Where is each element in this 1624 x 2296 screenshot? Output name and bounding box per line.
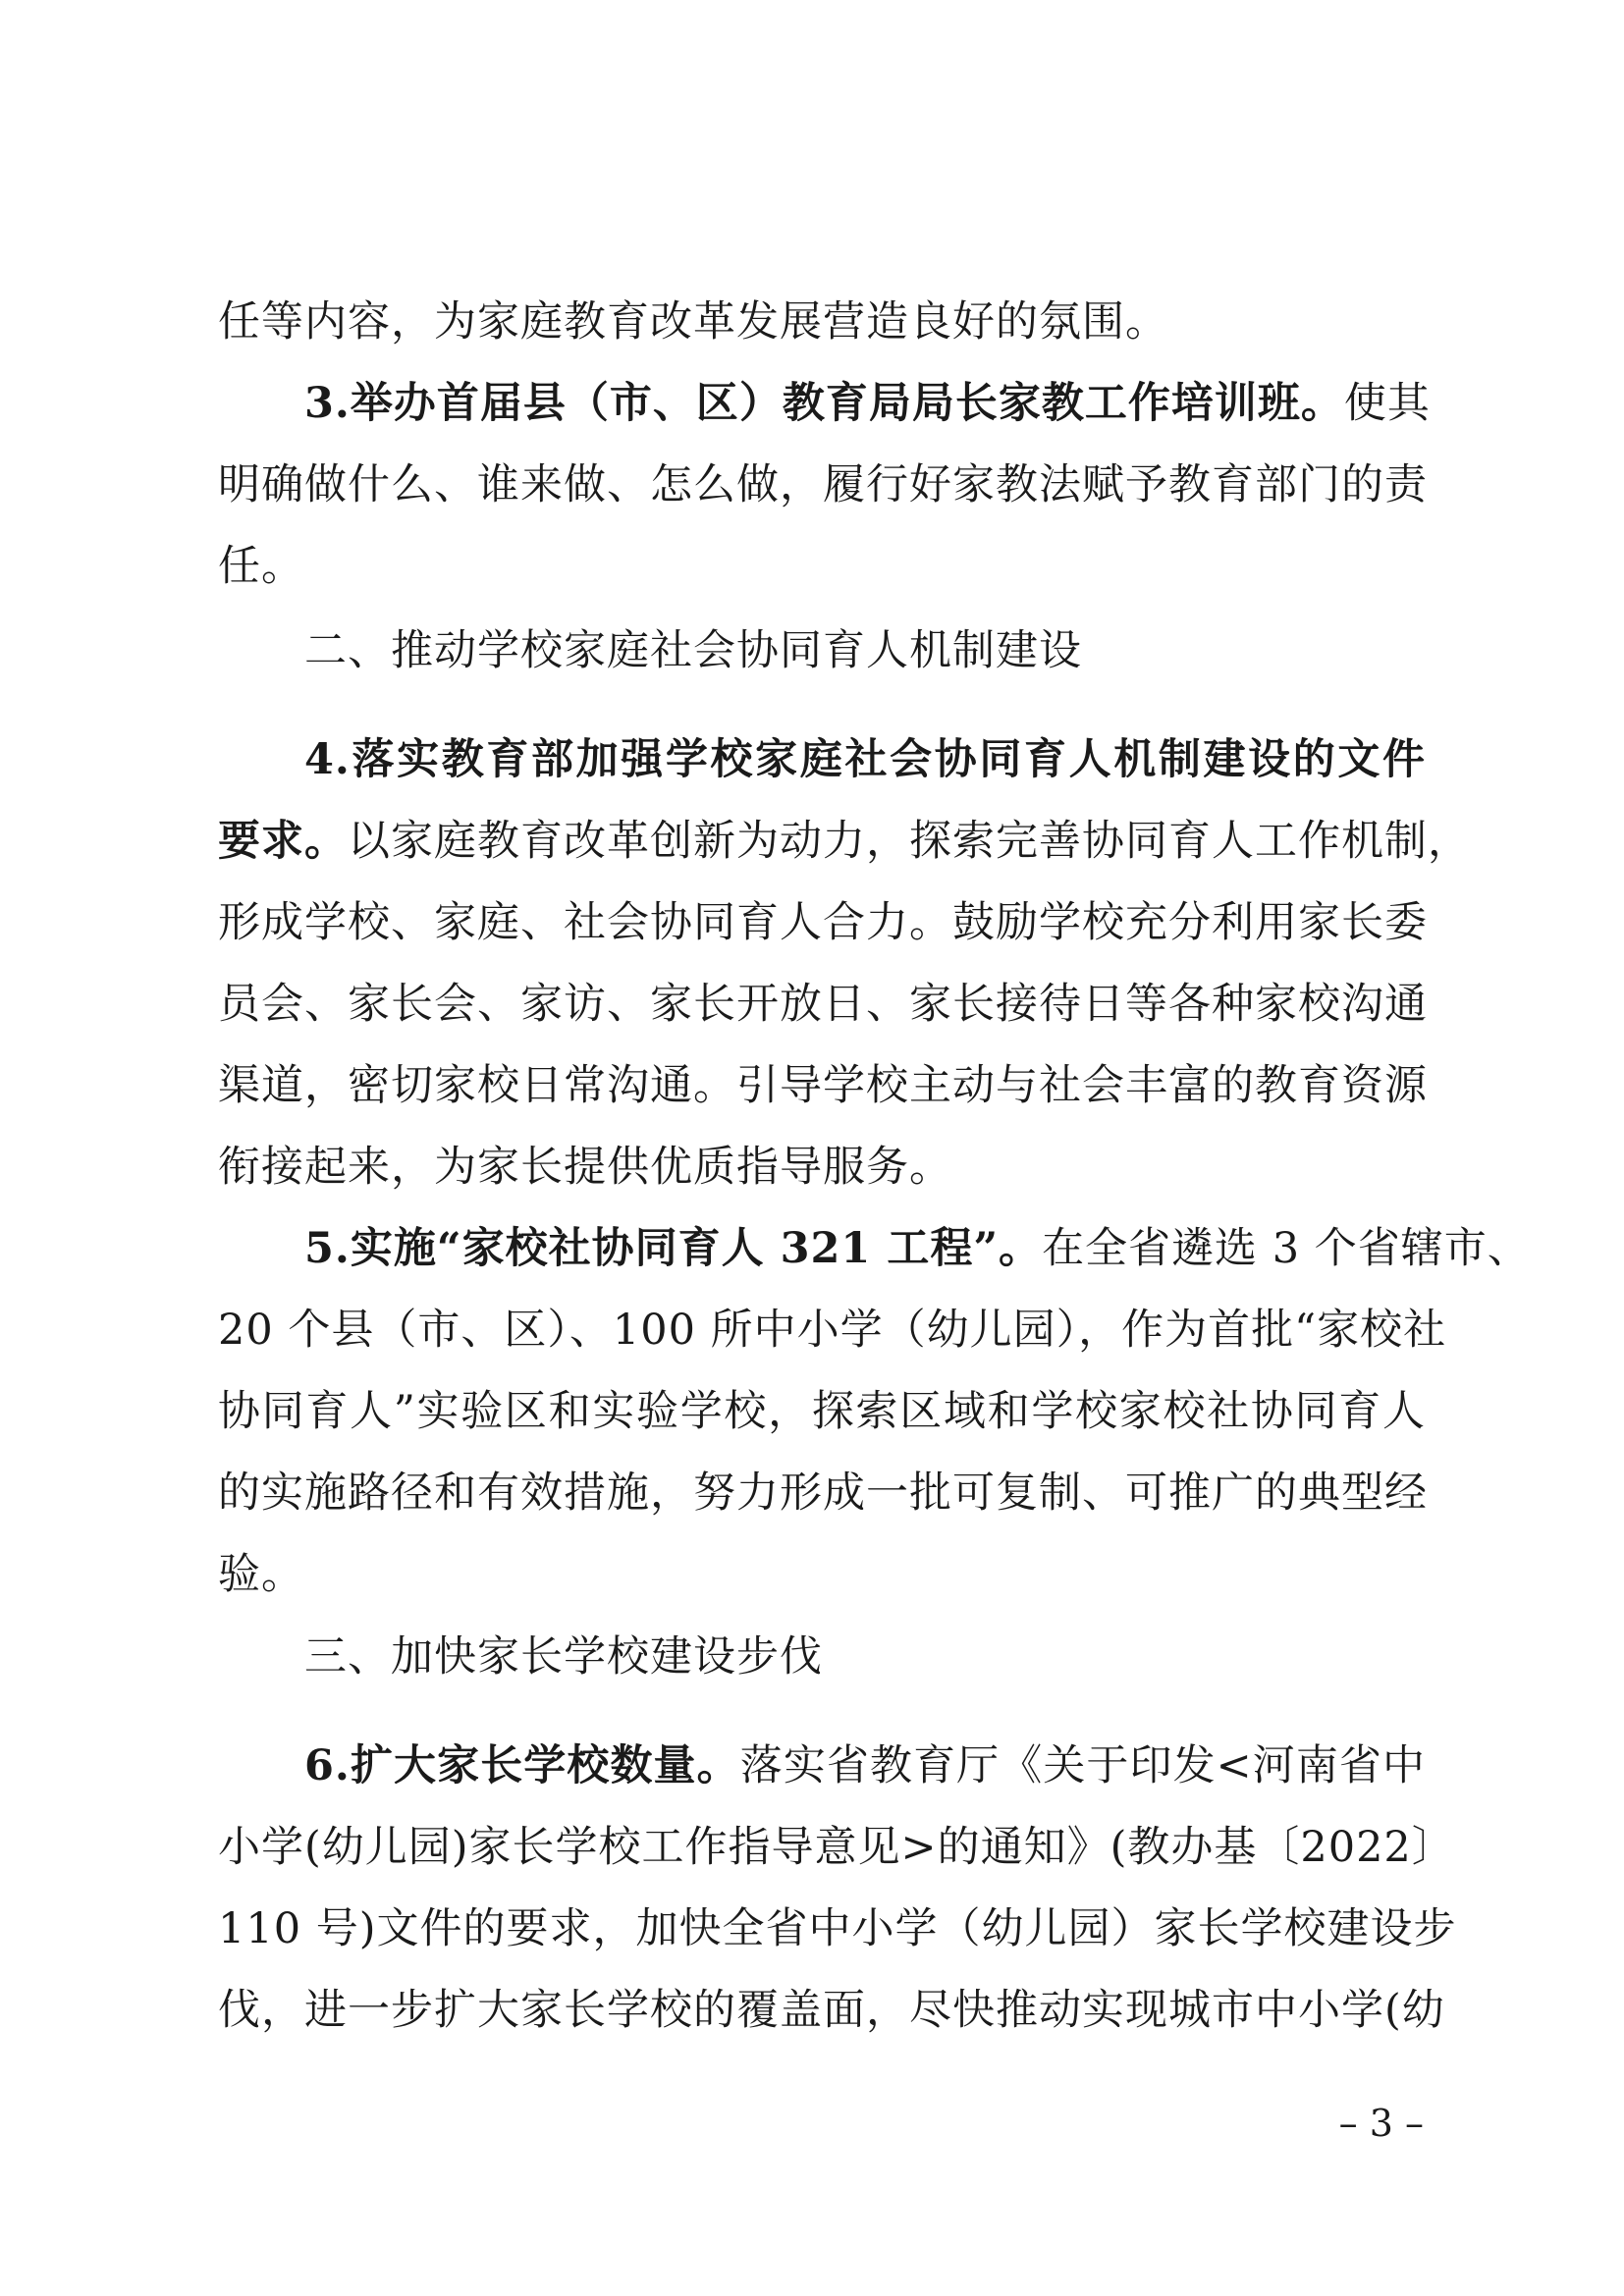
- item-4-title-end: 要求。: [218, 817, 348, 866]
- item-3-title: 3.举办首届县（市、区）教育局局长家教工作培训班。: [304, 379, 1344, 428]
- paragraph-line-1: 任等内容，为家庭教育改革发展营造良好的氛围。: [218, 297, 1168, 347]
- paragraph-line-5: 要求。以家庭教育改革创新为动力，探索完善协同育人工作机制，: [218, 817, 1471, 866]
- paragraph-line-3: 明确做什么、谁来做、怎么做，履行好家教法赋予教育部门的责: [218, 460, 1428, 509]
- paragraph-line-4: 任。: [218, 542, 304, 591]
- paragraph-line-18: 伐，进一步扩大家长学校的覆盖面，尽快推动实现城市中小学(幼: [218, 1986, 1445, 2035]
- paragraph-line-17: 110 号)文件的要求，加快全省中小学（幼儿园）家长学校建设步: [218, 1904, 1457, 1953]
- paragraph-line-14: 验。: [218, 1550, 304, 1599]
- paragraph-line-10: 5.实施“家校社协同育人 321 工程”。在全省遴选 3 个省辖市、: [304, 1224, 1531, 1273]
- paragraph-line-9: 衔接起来，为家长提供优质指导服务。: [218, 1143, 952, 1192]
- section-3-heading: 三、加快家长学校建设步伐: [304, 1632, 823, 1682]
- paragraph-line-8: 渠道，密切家校日常沟通。引导学校主动与社会丰富的教育资源: [218, 1061, 1428, 1110]
- paragraph-line-7: 员会、家长会、家访、家长开放日、家长接待日等各种家校沟通: [218, 980, 1428, 1029]
- page-number: – 3 –: [1338, 2102, 1424, 2145]
- paragraph-line-6: 形成学校、家庭、社会协同育人合力。鼓励学校充分利用家长委: [218, 898, 1428, 947]
- paragraph-line-15: 6.扩大家长学校数量。落实省教育厅《关于印发<河南省中: [304, 1741, 1427, 1790]
- paragraph-line-11: 20 个县（市、区）、100 所中小学（幼儿园），作为首批“家校社: [218, 1306, 1447, 1355]
- item-5-title: 5.实施“家校社协同育人 321 工程”。: [304, 1224, 1043, 1273]
- item-4-title: 4.落实教育部加强学校家庭社会协同育人机制建设的文件: [304, 735, 1426, 784]
- item-6-title: 6.扩大家长学校数量。: [304, 1741, 740, 1790]
- paragraph-line-12: 协同育人”实验区和实验学校，探索区域和学校家校社协同育人: [218, 1387, 1426, 1436]
- paragraph-line-2: 3.举办首届县（市、区）教育局局长家教工作培训班。使其: [304, 379, 1431, 428]
- section-2-heading: 二、推动学校家庭社会协同育人机制建设: [304, 626, 1082, 675]
- paragraph-line-16: 小学(幼儿园)家长学校工作指导意见>的通知》(教办基〔2022〕: [218, 1823, 1455, 1872]
- paragraph-line-13: 的实施路径和有效措施，努力形成一批可复制、可推广的典型经: [218, 1468, 1428, 1518]
